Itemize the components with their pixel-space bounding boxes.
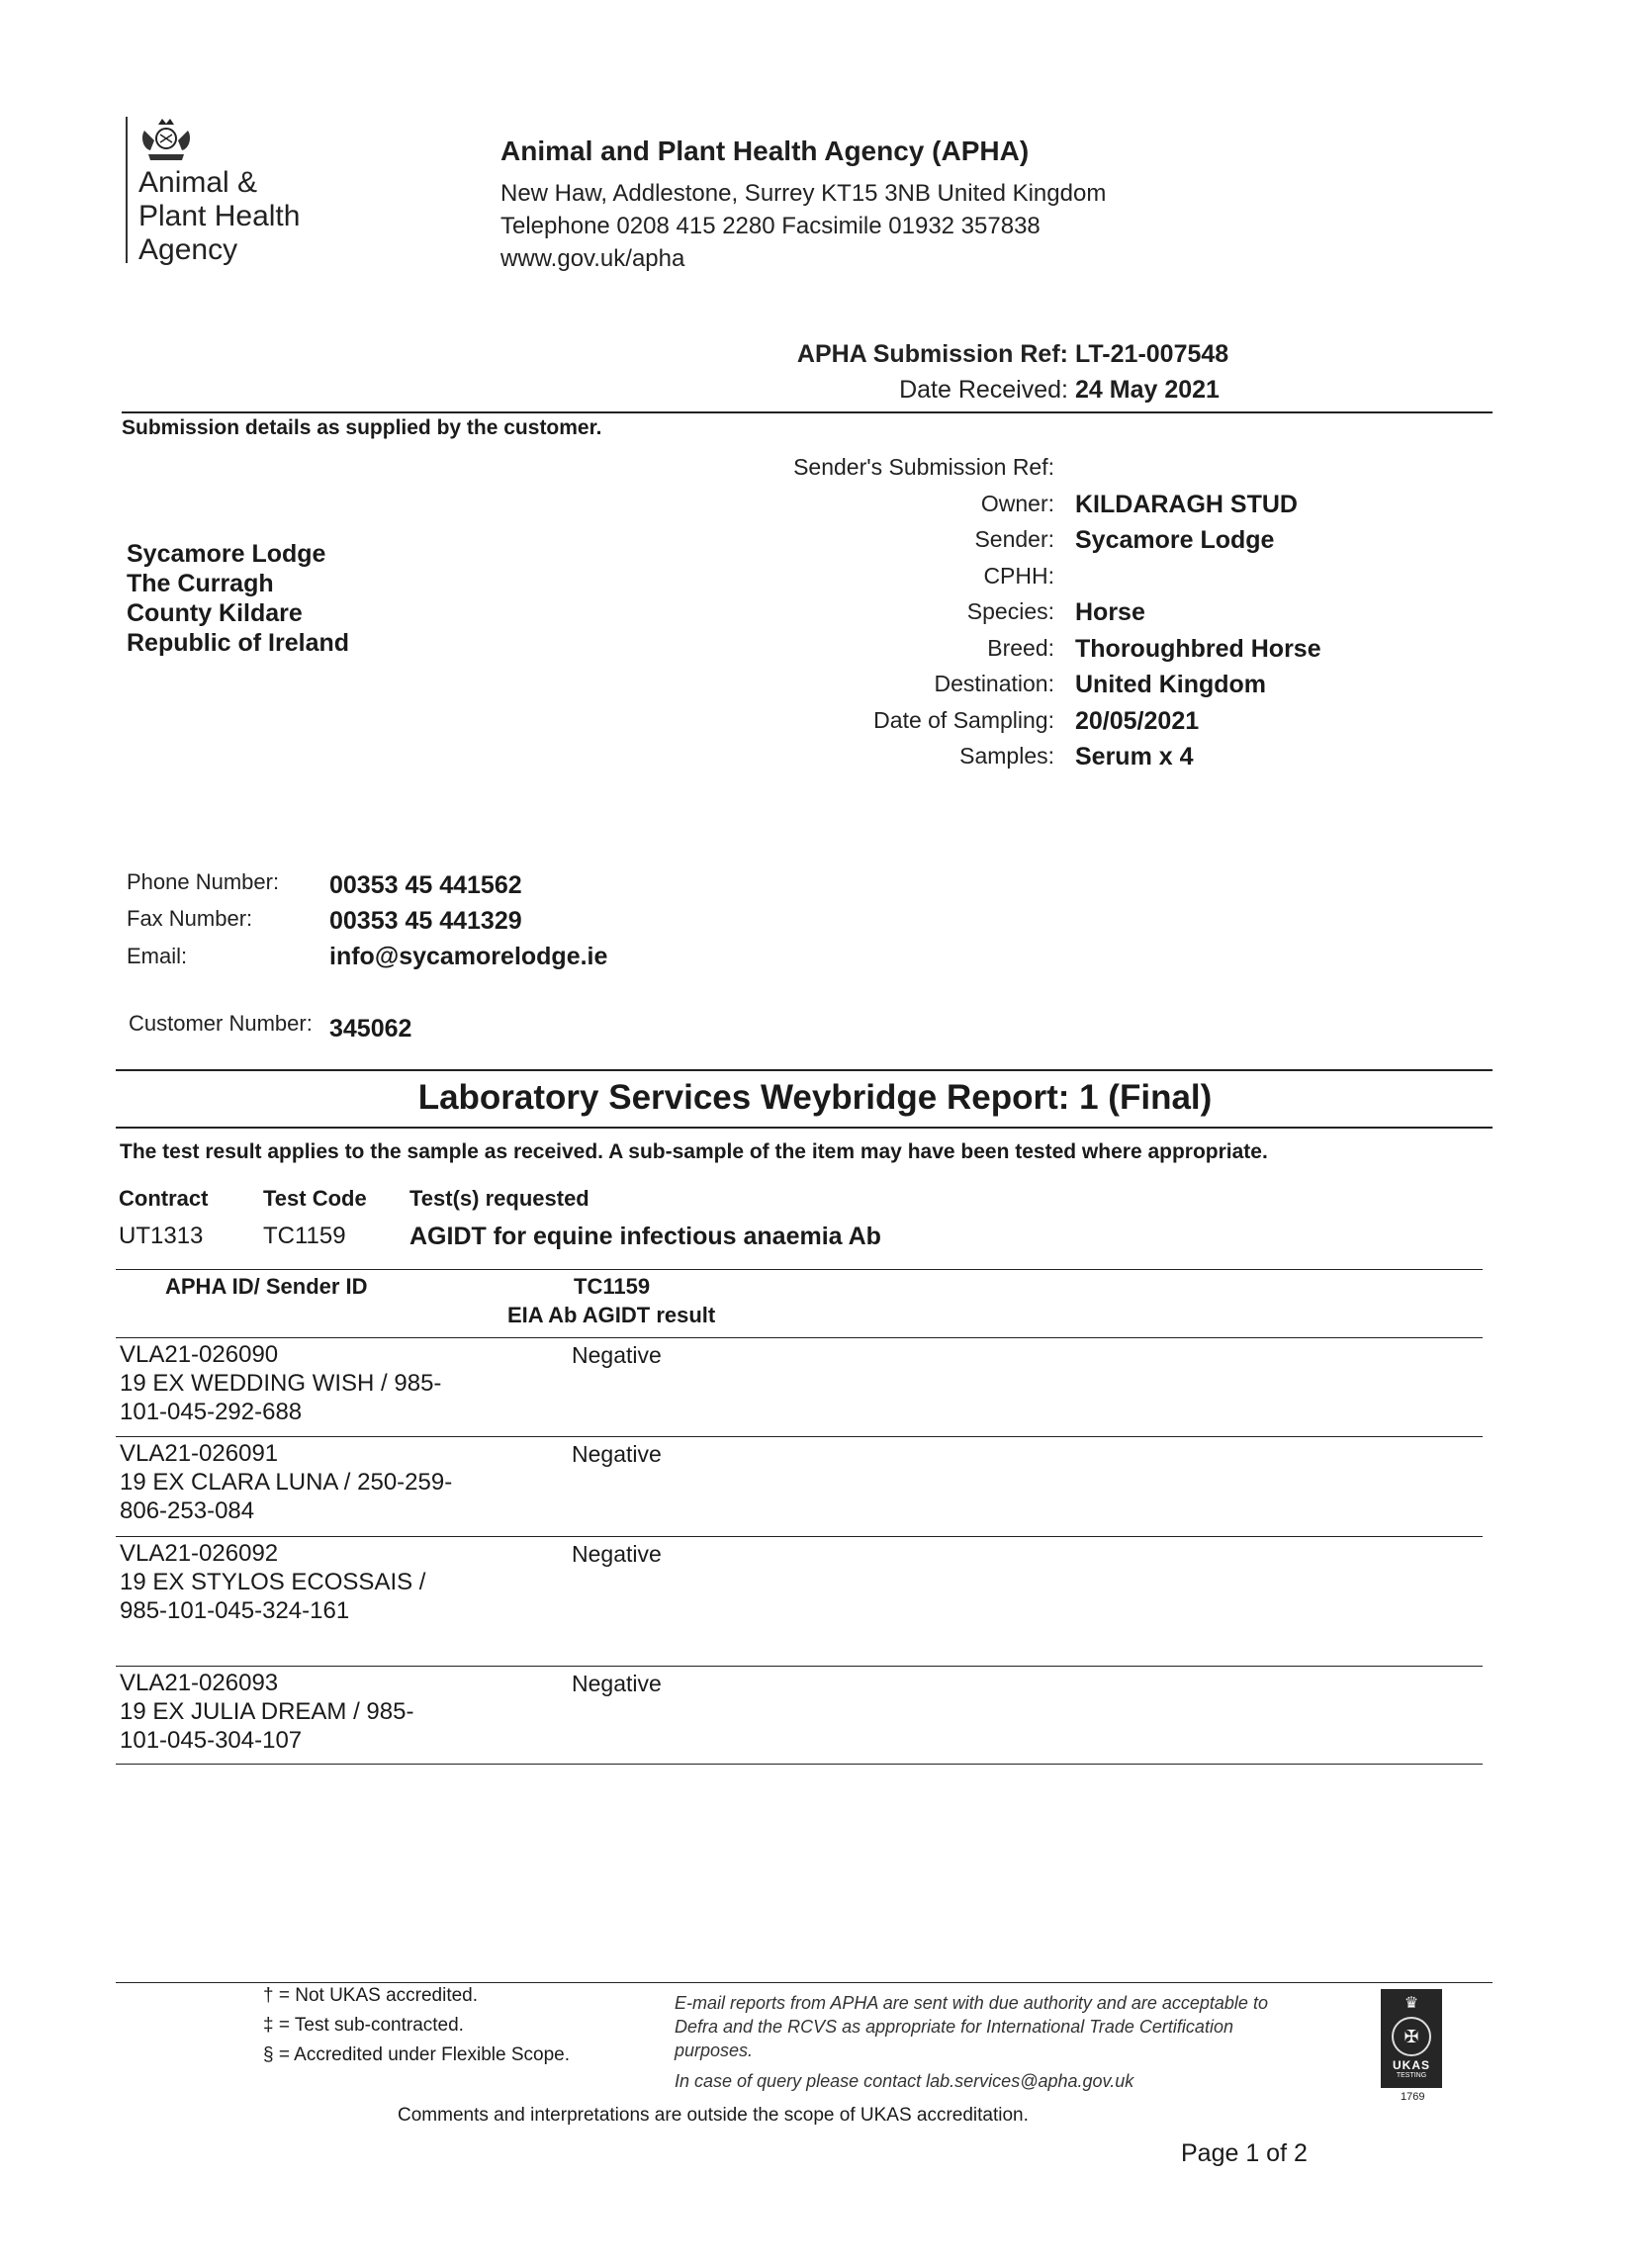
address-line: The Curragh [127,570,274,597]
row-divider [116,1666,1483,1667]
crown-icon: ♛ [1404,1995,1419,2012]
fax-value: 00353 45 441329 [329,907,522,935]
logo-line: Plant Health [138,200,301,232]
results-test-code-header: TC1159 [574,1274,651,1299]
logo-line: Animal & [138,166,258,199]
phone-value: 00353 45 441562 [329,871,522,899]
sender-id: 19 EX WEDDING WISH / 985-101-045-292-688 [120,1370,442,1425]
table-row [120,1539,456,1625]
agency-phone-fax: Telephone 0208 415 2280 Facsimile 01932 357838 [500,213,1041,239]
report-top-divider [116,1069,1493,1071]
submission-ref-value: LT-21-007548 [1075,340,1229,368]
tests-requested-header: Test(s) requested [409,1186,589,1211]
test-code-value: TC1159 [263,1223,346,1249]
contract-header: Contract [119,1186,209,1211]
report-disclaimer: The test result applies to the sample as received. A sub-sample of the item may have been tested where appropriate. [120,1140,1268,1163]
ukas-sub: TESTING [1396,2072,1427,2079]
fax-label: Fax Number: [127,906,253,931]
results-bottom-divider [116,1764,1483,1765]
logo-line: Agency [138,233,238,266]
detail-label-cphh: CPHH: [983,563,1054,589]
detail-label-submission-ref: Sender's Submission Ref: [793,454,1054,480]
test-code-header: Test Code [263,1186,367,1211]
apha-id: VLA21-026092 [120,1540,279,1567]
logo-divider [126,117,128,263]
address-line: County Kildare [127,599,303,627]
detail-value-sender: Sycamore Lodge [1075,526,1275,554]
result-value: Negative [572,1441,662,1467]
detail-value-species: Horse [1075,598,1145,626]
sender-id: 19 EX CLARA LUNA / 250-259-806-253-084 [120,1469,453,1524]
address-line: Republic of Ireland [127,629,350,657]
sender-id: 19 EX STYLOS ECOSSAIS / 985-101-045-324-161 [120,1569,426,1624]
ukas-logo [1381,1989,1442,2088]
legend-flexible-scope: § = Accredited under Flexible Scope. [263,2044,570,2065]
sender-id: 19 EX JULIA DREAM / 985-101-045-304-107 [120,1698,414,1754]
report-bottom-divider [116,1127,1493,1129]
row-divider [116,1536,1483,1537]
results-test-name-header: EIA Ab AGIDT result [507,1303,716,1327]
email-reports-note: E-mail reports from APHA are sent with due authority and are acceptable to Defra and the RCVS as appropriate for International Trade Certification purposes. [675,1993,1268,2060]
detail-value-owner: KILDARAGH STUD [1075,491,1298,518]
detail-label-samples: Samples: [959,743,1054,769]
contract-value: UT1313 [119,1223,204,1249]
table-row [120,1439,456,1525]
detail-label-owner: Owner: [980,491,1054,516]
detail-label-date-of-sampling: Date of Sampling: [873,707,1054,733]
result-value: Negative [572,1541,662,1567]
results-header-bottom [116,1337,1483,1338]
detail-label-sender: Sender: [974,526,1054,552]
email-label: Email: [127,944,188,968]
ukas-comment: Comments and interpretations are outside the scope of UKAS accreditation. [398,2105,1029,2126]
customer-number-label: Customer Number: [129,1011,313,1036]
agency-address: New Haw, Addlestone, Surrey KT15 3NB United Kingdom [500,180,1107,207]
table-row [120,1340,456,1426]
ukas-number: 1769 [1401,2091,1425,2103]
query-note: In case of query please contact lab.services@apha.gov.uk [675,2071,1134,2091]
agency-name: Animal and Plant Health Agency (APHA) [500,136,1030,166]
agency-website[interactable]: www.gov.uk/apha [500,245,685,272]
result-value: Negative [572,1671,662,1696]
address-line: Sycamore Lodge [127,540,326,568]
detail-value-samples: Serum x 4 [1075,743,1194,771]
submission-note: Submission details as supplied by the customer. [122,416,602,439]
detail-label-species: Species: [966,598,1054,624]
ukas-word: UKAS [1392,2058,1430,2072]
header-divider [122,411,1493,413]
agency-logo-text [138,166,356,267]
legend-subcontracted: ‡ = Test sub-contracted. [263,2015,464,2036]
detail-value-destination: United Kingdom [1075,671,1267,698]
apha-id: VLA21-026091 [120,1440,279,1467]
detail-label-destination: Destination: [934,671,1054,696]
legend-not-accredited: † = Not UKAS accredited. [263,1985,479,2006]
apha-id: VLA21-026093 [120,1670,279,1696]
phone-label: Phone Number: [127,869,280,894]
email-value[interactable]: info@sycamorelodge.ie [329,943,608,970]
results-header-top [116,1269,1483,1270]
date-received-value: 24 May 2021 [1075,376,1220,404]
detail-value-date-of-sampling: 20/05/2021 [1075,707,1200,735]
results-id-header: APHA ID/ Sender ID [165,1274,368,1299]
row-divider [116,1436,1483,1437]
royal-crest-icon [136,117,196,164]
test-requested-value: AGIDT for equine infectious anaemia Ab [409,1223,881,1250]
result-value: Negative [572,1342,662,1368]
report-title: Laboratory Services Weybridge Report: 1 (Final) [417,1078,1213,1117]
ukas-emblem-icon: ✠ [1392,2017,1431,2056]
detail-label-breed: Breed: [987,635,1054,661]
address-block [127,539,349,658]
detail-value-breed: Thoroughbred Horse [1075,635,1321,663]
table-row [120,1669,456,1755]
submission-ref-label: APHA Submission Ref: [796,340,1068,368]
customer-number-value: 345062 [329,1015,412,1043]
date-received-label: Date Received: [899,376,1068,404]
footer-legend [263,1981,570,2070]
apha-id: VLA21-026090 [120,1341,279,1368]
page-number: Page 1 of 2 [1181,2139,1308,2167]
